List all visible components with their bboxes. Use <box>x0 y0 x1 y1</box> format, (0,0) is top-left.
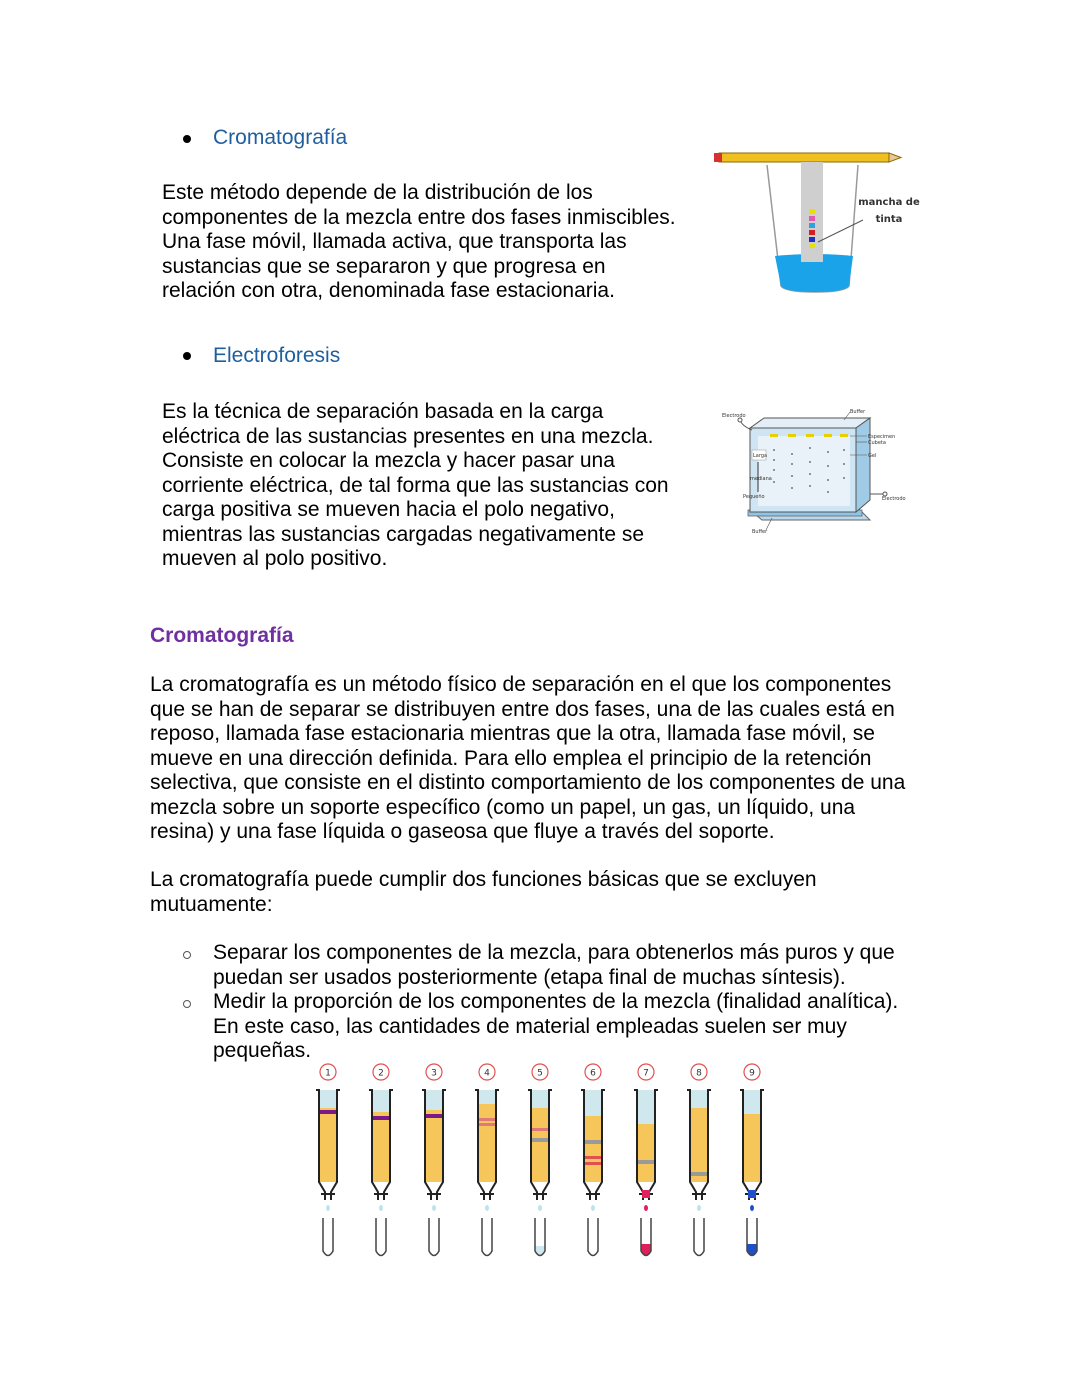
column-stationary-phase <box>584 1116 602 1182</box>
column-band <box>584 1162 602 1165</box>
column-band <box>319 1110 337 1114</box>
column-stationary-phase <box>690 1108 708 1182</box>
ink-spot <box>809 216 815 221</box>
text-line: La cromatografía es un método físico de separación en el que los componentes <box>150 673 892 696</box>
gel-plate <box>758 436 850 506</box>
column-band <box>372 1116 390 1120</box>
text-line: eléctrica de las sustancias presentes en una mezcla. <box>162 424 654 448</box>
column-drip <box>538 1205 542 1211</box>
column-stationary-phase <box>319 1108 337 1182</box>
text-line: La cromatografía puede cumplir dos funciones básicas que se excluyen <box>150 868 817 891</box>
electrophoresis-figure <box>712 402 917 540</box>
mediana-label: mediana <box>750 476 772 482</box>
collection-tube <box>429 1218 439 1256</box>
ink-spot <box>809 230 815 235</box>
text-line: componentes de la mezcla entre dos fases inmiscibles. <box>162 205 676 229</box>
text-line: En este caso, las cantidades de material empleadas suelen ser muy <box>213 1014 847 1038</box>
text-line: selectiva, que consiste en el distinto comportamiento de los componentes de una <box>150 771 906 794</box>
heading-electroforesis: Electroforesis <box>213 344 341 367</box>
column-tip-color <box>748 1190 756 1198</box>
column-drip <box>326 1205 330 1211</box>
text-line: mutuamente: <box>150 892 273 916</box>
text-line: Este método depende de la distribución de los <box>162 181 593 204</box>
paragraph-cromatografia-intro <box>162 181 676 304</box>
column-chromatography-figure <box>300 1060 780 1265</box>
text-line: Medir la proporción de los componentes de la mezcla (finalidad analítica). <box>213 990 899 1013</box>
column-drip <box>697 1205 701 1211</box>
column-number-2: 2 <box>378 1068 384 1079</box>
text-line: mientras las sustancias cargadas negativamente se <box>162 522 645 546</box>
column-stationary-phase <box>637 1124 655 1182</box>
column-band <box>584 1140 602 1144</box>
column-stationary-phase <box>425 1110 443 1182</box>
column-tip-color <box>642 1190 650 1198</box>
gel-well <box>806 434 814 437</box>
paper-chromatography-figure <box>705 140 935 305</box>
collection-tube <box>482 1218 492 1256</box>
column-band <box>478 1118 496 1121</box>
column-stationary-phase <box>743 1114 761 1182</box>
gel-well <box>770 434 778 437</box>
text-line: Separar los componentes de la mezcla, para obtenerlos más puros y que <box>213 941 895 964</box>
column-band <box>637 1160 655 1164</box>
text-line: relación con otra, denominada fase estacionaria. <box>162 279 615 302</box>
bullet-dot <box>183 135 191 143</box>
column-drip <box>644 1205 648 1211</box>
mancha-label-line1: mancha de <box>858 197 920 208</box>
gel-top <box>750 418 870 428</box>
text-line: mezcla sobre un soporte específico (como un papel, un gas, un líquido, una <box>150 795 856 819</box>
ink-spot <box>809 209 815 214</box>
electrodo-right-label: Electrodo <box>882 496 906 502</box>
column-drip <box>379 1205 383 1211</box>
column-number-3: 3 <box>431 1068 437 1079</box>
column-number-5: 5 <box>537 1068 543 1079</box>
text-line: corriente eléctrica, de tal forma que las sustancias con <box>162 473 669 497</box>
column-number-9: 9 <box>749 1068 755 1079</box>
collection-tube <box>376 1218 386 1256</box>
column-stationary-phase <box>531 1108 549 1182</box>
electrodo-top-label: Electrodo <box>722 413 746 419</box>
column-band <box>425 1114 443 1118</box>
text-line: sustancias que se separaron y que progresa en <box>162 254 606 278</box>
larga-label: Larga <box>753 453 768 459</box>
column-band <box>531 1128 549 1131</box>
column-band <box>478 1123 496 1126</box>
gel-well <box>788 434 796 437</box>
label-pointer <box>818 220 863 242</box>
text-line: Es la técnica de separación basada en la carga <box>162 400 604 423</box>
text-line: resina) y una fase líquida o gaseosa que fluye a través del soporte. <box>150 820 775 843</box>
paragraph-electroforesis <box>162 400 669 572</box>
column-stationary-phase <box>478 1104 496 1182</box>
column-drip <box>591 1205 595 1211</box>
text-line: Consiste en colocar la mezcla y hacer pasar una <box>162 449 615 472</box>
pencil-body <box>719 153 889 162</box>
list-item-separar <box>213 941 895 990</box>
mancha-label-line2: tinta <box>875 214 903 225</box>
paragraph-cromatografia-functions <box>150 868 817 917</box>
text-line: mueve en una dirección definida. Para ello emplea el principio de la retención <box>150 746 872 770</box>
column-drip <box>485 1205 489 1211</box>
list-bullet-circle <box>183 1000 191 1008</box>
gel-well <box>840 434 848 437</box>
column-number-8: 8 <box>696 1068 702 1079</box>
text-line: que se han de separar se distribuyen entre dos fases, una de las cuales está en <box>150 697 895 721</box>
text-line: puedan ser usados posteriormente (etapa final de muchas síntesis). <box>213 965 846 989</box>
text-line: mueven al polo positivo. <box>162 547 388 570</box>
collection-tube <box>323 1218 333 1256</box>
ink-spot <box>809 223 815 228</box>
column-band <box>531 1138 549 1142</box>
buffer-bottom-label: Buffer <box>752 529 768 535</box>
gel-well <box>824 434 832 437</box>
column-number-1: 1 <box>325 1068 331 1079</box>
bullet-dot <box>183 352 191 360</box>
ink-spot <box>809 244 815 248</box>
collection-tube <box>694 1218 704 1256</box>
pencil-tip <box>889 153 901 162</box>
collection-tube <box>588 1218 598 1256</box>
pequena-label: Pequeño <box>743 494 765 500</box>
heading-cromatografia: Cromatografía <box>213 126 348 149</box>
column-stationary-phase <box>372 1112 390 1182</box>
column-drip <box>750 1205 754 1211</box>
especimen-label: Especimen <box>868 434 896 440</box>
list-item-medir <box>213 990 898 1064</box>
column-band <box>690 1172 708 1176</box>
text-line: pequeñas. <box>213 1039 312 1062</box>
text-line: Una fase móvil, llamada activa, que transporta las <box>162 230 627 253</box>
section-title-cromatografia: Cromatografía <box>150 624 294 647</box>
column-number-6: 6 <box>590 1068 596 1079</box>
paragraph-cromatografia-definition <box>150 673 905 845</box>
gel-side <box>856 418 870 512</box>
text-line: carga positiva se mueven hacia el polo negativo, <box>162 498 615 521</box>
column-drip <box>432 1205 436 1211</box>
column-number-7: 7 <box>643 1068 649 1079</box>
buffer-top-label: Buffer <box>850 409 866 415</box>
gel-label: Gel <box>868 453 877 459</box>
ink-spot <box>809 237 815 242</box>
list-bullet-circle <box>183 951 191 959</box>
cubeta-label: Cubeta <box>868 440 886 446</box>
pencil-eraser <box>714 153 722 162</box>
text-line: reposo, llamada fase estacionaria mientras que la otra, llamada fase móvil, se <box>150 722 875 745</box>
column-number-4: 4 <box>484 1068 490 1079</box>
column-band <box>584 1156 602 1159</box>
